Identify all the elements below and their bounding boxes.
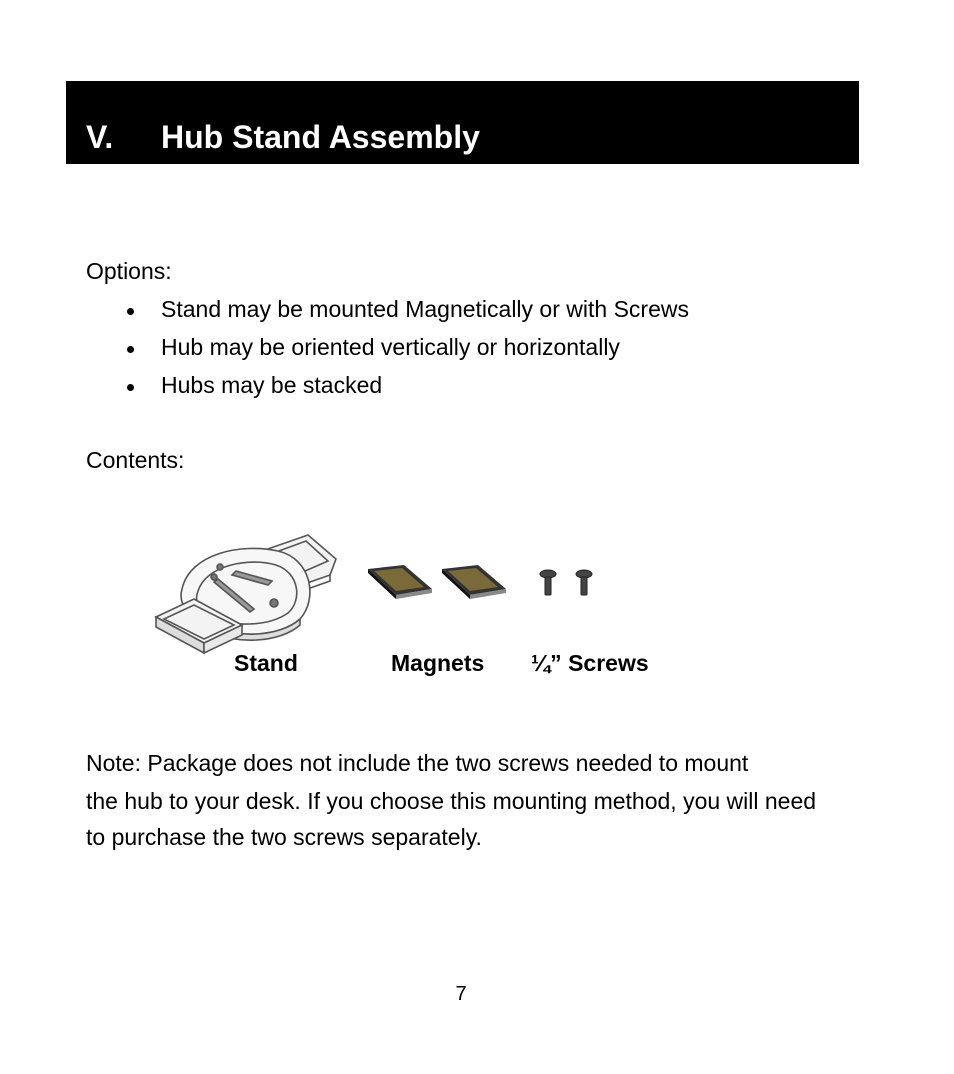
list-item: Hubs may be stacked bbox=[161, 372, 383, 398]
magnets-image bbox=[368, 565, 506, 599]
bullet-icon bbox=[127, 384, 134, 391]
stand-label: Stand bbox=[234, 650, 298, 676]
note-line: the hub to your desk. If you choose this mounting method, you will need bbox=[86, 788, 817, 814]
list-item: Stand may be mounted Magnetically or with Screws bbox=[161, 296, 689, 322]
page-number: 7 bbox=[455, 983, 467, 1005]
note-line: to purchase the two screws separately. bbox=[86, 824, 482, 850]
options-heading: Options: bbox=[86, 258, 172, 284]
screws-image bbox=[540, 570, 592, 595]
stand-image bbox=[156, 535, 336, 653]
section-number: V. bbox=[86, 119, 114, 155]
note-line: Note: Package does not include the two screws needed to mount bbox=[86, 750, 749, 776]
bullet-icon bbox=[127, 308, 134, 315]
magnets-label: Magnets bbox=[391, 650, 485, 676]
list-item: Hub may be oriented vertically or horizontally bbox=[161, 334, 620, 360]
contents-illustration bbox=[150, 517, 608, 664]
screws-label: ¼” Screws bbox=[531, 650, 649, 676]
section-header bbox=[66, 81, 859, 164]
contents-heading: Contents: bbox=[86, 447, 185, 473]
section-title: Hub Stand Assembly bbox=[161, 119, 480, 155]
bullet-icon bbox=[127, 346, 134, 353]
